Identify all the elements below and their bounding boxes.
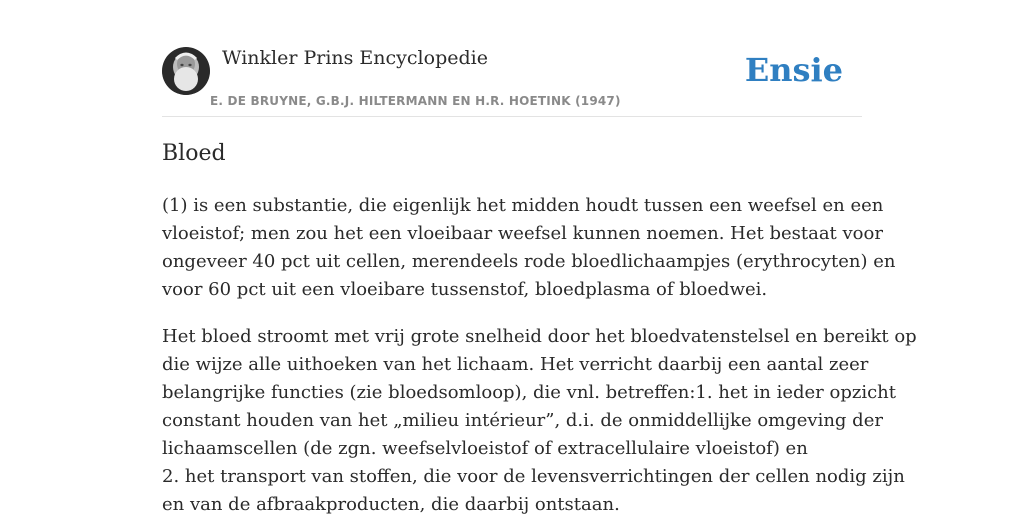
article-paragraph-2 (162, 323, 917, 519)
paragraph-line: ongeveer 40 pct uit cellen, merendeels rode bloedlichaampjes (erythrocyten) en (162, 251, 896, 272)
article-paragraph-1 (162, 192, 896, 304)
ensie-logo[interactable]: Ensie (744, 51, 843, 89)
paragraph-line: lichaamscellen (de zgn. weefselvloeistof of extracellulaire vloeistof) en (162, 438, 808, 459)
portrait-icon (162, 47, 210, 95)
paragraph-line: voor 60 pct uit een vloeibare tussenstof, bloedplasma of bloedwei. (162, 279, 768, 300)
paragraph-line: (1) is een substantie, die eigenlijk het midden houdt tussen een weefsel en een (162, 195, 884, 216)
article-title: Bloed (162, 141, 226, 166)
paragraph-line: vloeistof; men zou het een vloeibaar weefsel kunnen noemen. Het bestaat voor (162, 223, 883, 244)
site-title[interactable]: Winkler Prins Encyclopedie (222, 47, 488, 69)
paragraph-line: Het bloed stroomt met vrij grote snelheid door het bloedvatenstelsel en bereikt op (162, 326, 917, 347)
paragraph-line: constant houden van het „milieu intérieur”, d.i. de onmiddellijke omgeving der (162, 410, 883, 431)
paragraph-line: belangrijke functies (zie bloedsomloop), die vnl. betreffen:1. het in ieder opzicht (162, 382, 896, 403)
byline: E. DE BRUYNE, G.B.J. HILTERMANN EN H.R. HOETINK (1947) (210, 94, 621, 108)
paragraph-line: die wijze alle uithoeken van het lichaam. Het verricht daarbij een aantal zeer (162, 354, 869, 375)
avatar[interactable] (162, 47, 210, 95)
paragraph-line: 2. het transport van stoffen, die voor de levensverrichtingen der cellen nodig zijn (162, 466, 905, 487)
header (162, 0, 862, 117)
page (162, 0, 917, 515)
paragraph-line: en van de afbraakproducten, die daarbij ontstaan. (162, 494, 620, 515)
